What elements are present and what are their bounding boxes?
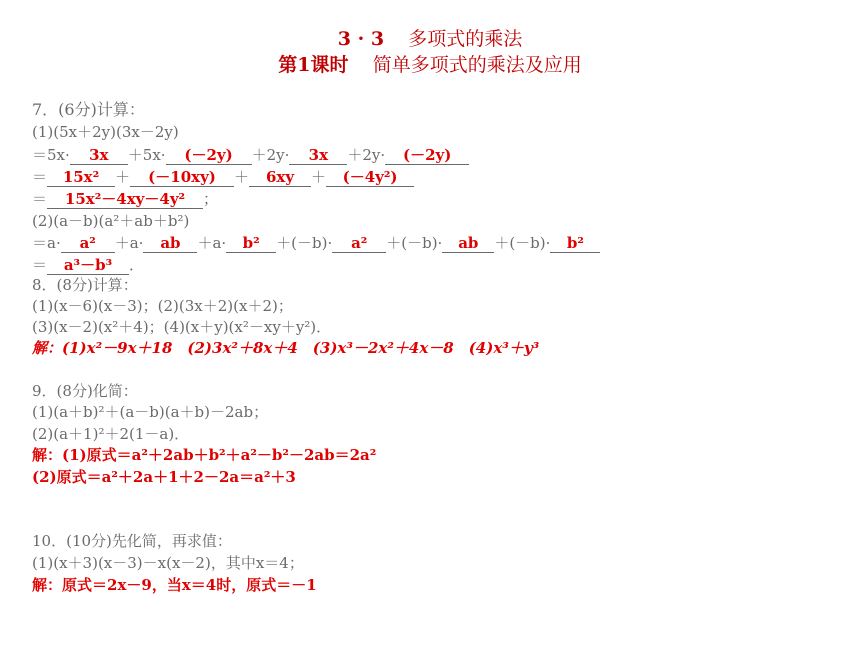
q8-line2: (3)(x－2)(x²＋4)；(4)(x＋y)(x²－xy＋y²)．	[32, 318, 332, 336]
q9-answer2: (2)原式＝a²＋2a＋1＋2－2a＝a²＋3	[32, 468, 296, 486]
q7-blank-neg2y-a: (－2y)	[166, 147, 252, 165]
q9-label: 9．(8分)化简：	[32, 382, 138, 400]
q7-blank-a2-a: a²	[61, 235, 115, 253]
lesson-number: 第1课时	[278, 54, 349, 76]
q7-label: 7．(6分)计算：	[32, 100, 145, 119]
q7-step3-eq: ＝	[32, 190, 48, 208]
q7-step4-plus1: ＋a·	[114, 234, 144, 252]
q7-step5-eq: ＝	[32, 256, 48, 274]
q7-step2-plus1: ＋	[115, 168, 131, 186]
q7-blank-ab-a: ab	[143, 235, 197, 253]
q8-label: 8．(8分)计算：	[32, 276, 138, 294]
q7-blank-3x-b: 3x	[289, 147, 347, 165]
section-heading	[0, 27, 860, 51]
q7-step4-plus4: ＋(－b)·	[386, 234, 443, 252]
lesson-title: 简单多项式的乘法及应用	[372, 54, 582, 76]
q7-blank-neg4y2: (－4y²)	[326, 169, 414, 187]
q7-step2-plus3: ＋	[311, 168, 327, 186]
q8-line1: (1)(x－6)(x－3)；(2)(3x＋2)(x＋2)；	[32, 297, 293, 315]
q7-step4	[32, 233, 600, 253]
q7-step2-plus2: ＋	[234, 168, 250, 186]
q7-step3-end: ；	[203, 190, 219, 208]
q10-label: 10．(10分)先化简，再求值：	[32, 532, 232, 550]
q7-blank-3x-a: 3x	[70, 147, 128, 165]
q7-blank-neg10xy: (－10xy)	[130, 169, 234, 187]
q7-step4-plus2: ＋a·	[197, 234, 227, 252]
q7-step1-plus1: ＋5x·	[127, 146, 166, 164]
q7-blank-b2-a: b²	[226, 235, 276, 253]
q7-step1-plus2: ＋2y·	[251, 146, 290, 164]
q7-step1-eq: ＝5x·	[32, 146, 70, 164]
q7-part1: (1)(5x＋2y)(3x－2y)	[32, 123, 179, 141]
q10-line1: (1)(x＋3)(x－3)－x(x－2)，其中x＝4；	[32, 554, 304, 572]
q10-answer: 解：原式＝2x－9，当x＝4时，原式＝－1	[32, 576, 317, 594]
q9-line1: (1)(a＋b)²＋(a－b)(a＋b)－2ab；	[32, 403, 269, 421]
q7-step1	[32, 145, 469, 165]
q7-blank-a2-b: a²	[332, 235, 386, 253]
q7-blank-15x2: 15x²	[47, 169, 115, 187]
q7-step4-plus3: ＋(－b)·	[276, 234, 333, 252]
q7-step2-eq: ＝	[32, 168, 48, 186]
q7-blank-result1: 15x²－4xy－4y²	[47, 191, 203, 209]
q7-blank-result2: a³－b³	[47, 257, 129, 275]
q7-step3	[32, 189, 218, 209]
q7-step5-end: ．	[129, 256, 145, 274]
q8-answer: 解：(1)x²－9x＋18 (2)3x²＋8x＋4 (3)x³－2x²＋4x－8 (4)x³＋y³	[32, 339, 540, 357]
q9-line2: (2)(a＋1)²＋2(1－a)．	[32, 425, 190, 443]
lesson-heading	[0, 53, 860, 77]
section-title: 多项式的乘法	[408, 28, 523, 50]
q7-step4-eq: ＝a·	[32, 234, 61, 252]
q7-part2: (2)(a－b)(a²＋ab＋b²)	[32, 212, 190, 230]
q7-blank-6xy: 6xy	[249, 169, 311, 187]
q7-step1-plus3: ＋2y·	[347, 146, 386, 164]
section-number: 3 · 3	[337, 28, 385, 50]
q7-step5	[32, 255, 144, 275]
q7-blank-ab-b: ab	[442, 235, 494, 253]
q7-blank-b2-b: b²	[550, 235, 600, 253]
q7-blank-neg2y-b: (－2y)	[385, 147, 469, 165]
q7-step2	[32, 167, 414, 187]
q9-answer1: 解：(1)原式＝a²＋2ab＋b²＋a²－b²－2ab＝2a²	[32, 446, 377, 464]
q7-step4-plus5: ＋(－b)·	[494, 234, 551, 252]
